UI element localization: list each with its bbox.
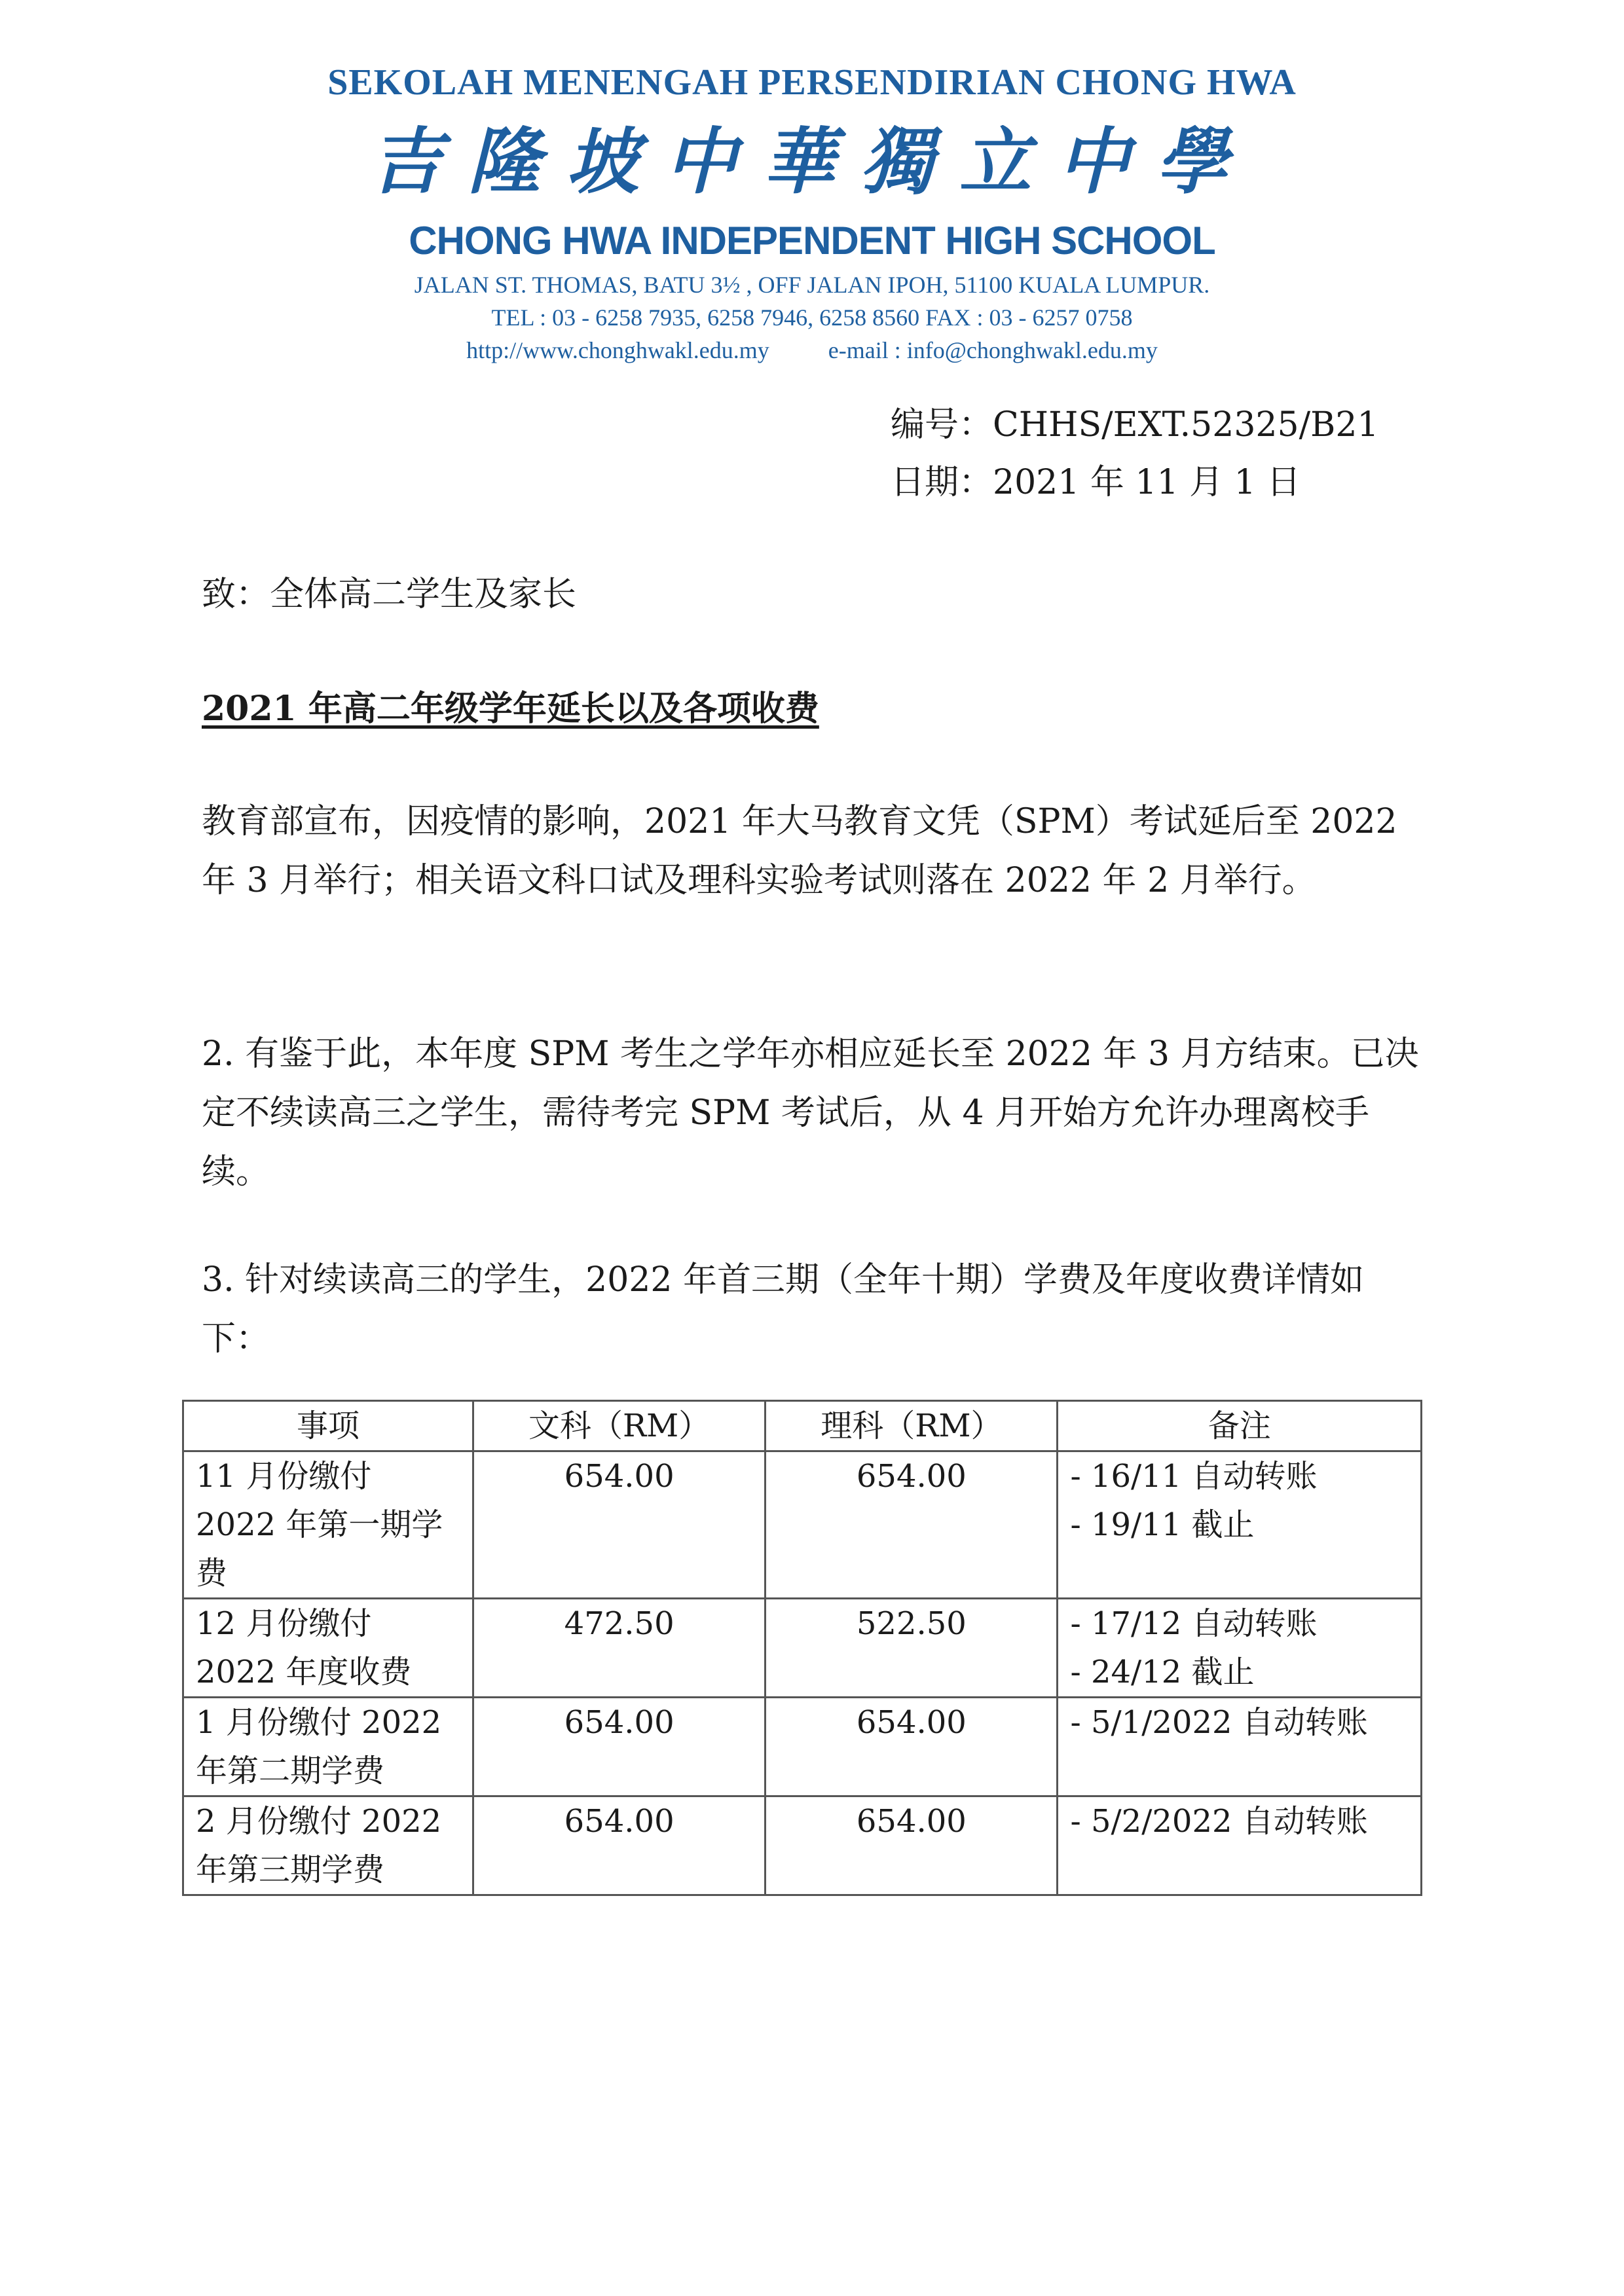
row-science-fee: 654.00: [766, 1451, 1058, 1599]
reference-number: 编号：CHHS/EXT.52325/B21: [891, 405, 1379, 445]
remark-deadline: - 19/11 截止: [1070, 1506, 1255, 1543]
row-remarks: [1058, 1599, 1422, 1698]
table-header-row: [183, 1401, 1422, 1451]
school-name-chinese: 吉隆坡中華獨立中學: [370, 119, 1254, 204]
remark-autodebit: - 5/1/2022 自动转账: [1070, 1704, 1368, 1741]
document-date: 日期：2021 年 11 月 1 日: [891, 463, 1301, 502]
header-arts: 文科（RM）: [473, 1401, 766, 1451]
row-item: 12 月份缴付 2022 年度收费: [183, 1599, 473, 1698]
school-name-malay: SEKOLAH MENENGAH PERSENDIRIAN CHONG HWA: [327, 62, 1297, 103]
letterhead: [0, 59, 1624, 367]
row-science-fee: 654.00: [766, 1698, 1058, 1796]
row-science-fee: 522.50: [766, 1599, 1058, 1698]
paragraph-3: 3. 针对续读高三的学生，2022 年首三期（全年十期）学费及年度收费详情如下：: [202, 1260, 1365, 1358]
row-arts-fee: 654.00: [473, 1698, 766, 1796]
school-phone-fax: TEL : 03 - 6258 7935, 6258 7946, 6258 8560 FAX : 03 - 6257 0758: [491, 304, 1133, 331]
row-item: 11 月份缴付 2022 年第一期学费: [183, 1451, 473, 1599]
fees-table: [182, 1400, 1422, 1896]
table-row: [183, 1599, 1422, 1698]
header-item: 事项: [183, 1401, 473, 1451]
row-remarks: [1058, 1698, 1422, 1796]
school-website-link[interactable]: http://www.chonghwakl.edu.my: [466, 337, 769, 363]
paragraph-1: 教育部宣布，因疫情的影响，2021 年大马教育文凭（SPM）考试延后至 2022 年 3 月举行；相关语文科口试及理科实验考试则落在 2022 年 2 月举行。: [202, 802, 1397, 900]
school-address: JALAN ST. THOMAS, BATU 3½ , OFF JALAN IPOH, 51100 KUALA LUMPUR.: [414, 272, 1210, 298]
row-remarks: [1058, 1796, 1422, 1895]
row-item: 1 月份缴付 2022 年第二期学费: [183, 1698, 473, 1796]
row-arts-fee: 654.00: [473, 1796, 766, 1895]
remark-deadline: - 24/12 截止: [1070, 1654, 1255, 1690]
row-item: 2 月份缴付 2022 年第三期学费: [183, 1796, 473, 1895]
recipient-line: 致：全体高二学生及家长: [202, 575, 577, 614]
remark-autodebit: - 17/12 自动转账: [1070, 1605, 1318, 1642]
row-arts-fee: 472.50: [473, 1599, 766, 1698]
row-remarks: [1058, 1451, 1422, 1599]
row-science-fee: 654.00: [766, 1796, 1058, 1895]
subject-heading: 2021 年高二年级学年延长以及各项收费: [202, 689, 819, 729]
row-arts-fee: 654.00: [473, 1451, 766, 1599]
school-contact: [0, 334, 1624, 367]
remark-autodebit: - 5/2/2022 自动转账: [1070, 1803, 1368, 1840]
table-row: [183, 1796, 1422, 1895]
table-row: [183, 1698, 1422, 1796]
table-row: [183, 1451, 1422, 1599]
header-remarks: 备注: [1058, 1401, 1422, 1451]
remark-autodebit: - 16/11 自动转账: [1070, 1458, 1318, 1495]
document-meta: [891, 396, 1379, 511]
school-email-link[interactable]: e-mail : info@chonghwakl.edu.my: [828, 337, 1158, 363]
paragraph-2: 2. 有鉴于此，本年度 SPM 考生之学年亦相应延长至 2022 年 3 月方结束。已决定不续读高三之学生，需待考完 SPM 考试后，从 4 月开始方允许办理离校手续。: [202, 1034, 1419, 1192]
header-science: 理科（RM）: [766, 1401, 1058, 1451]
school-name-english: CHONG HWA INDEPENDENT HIGH SCHOOL: [409, 219, 1215, 263]
